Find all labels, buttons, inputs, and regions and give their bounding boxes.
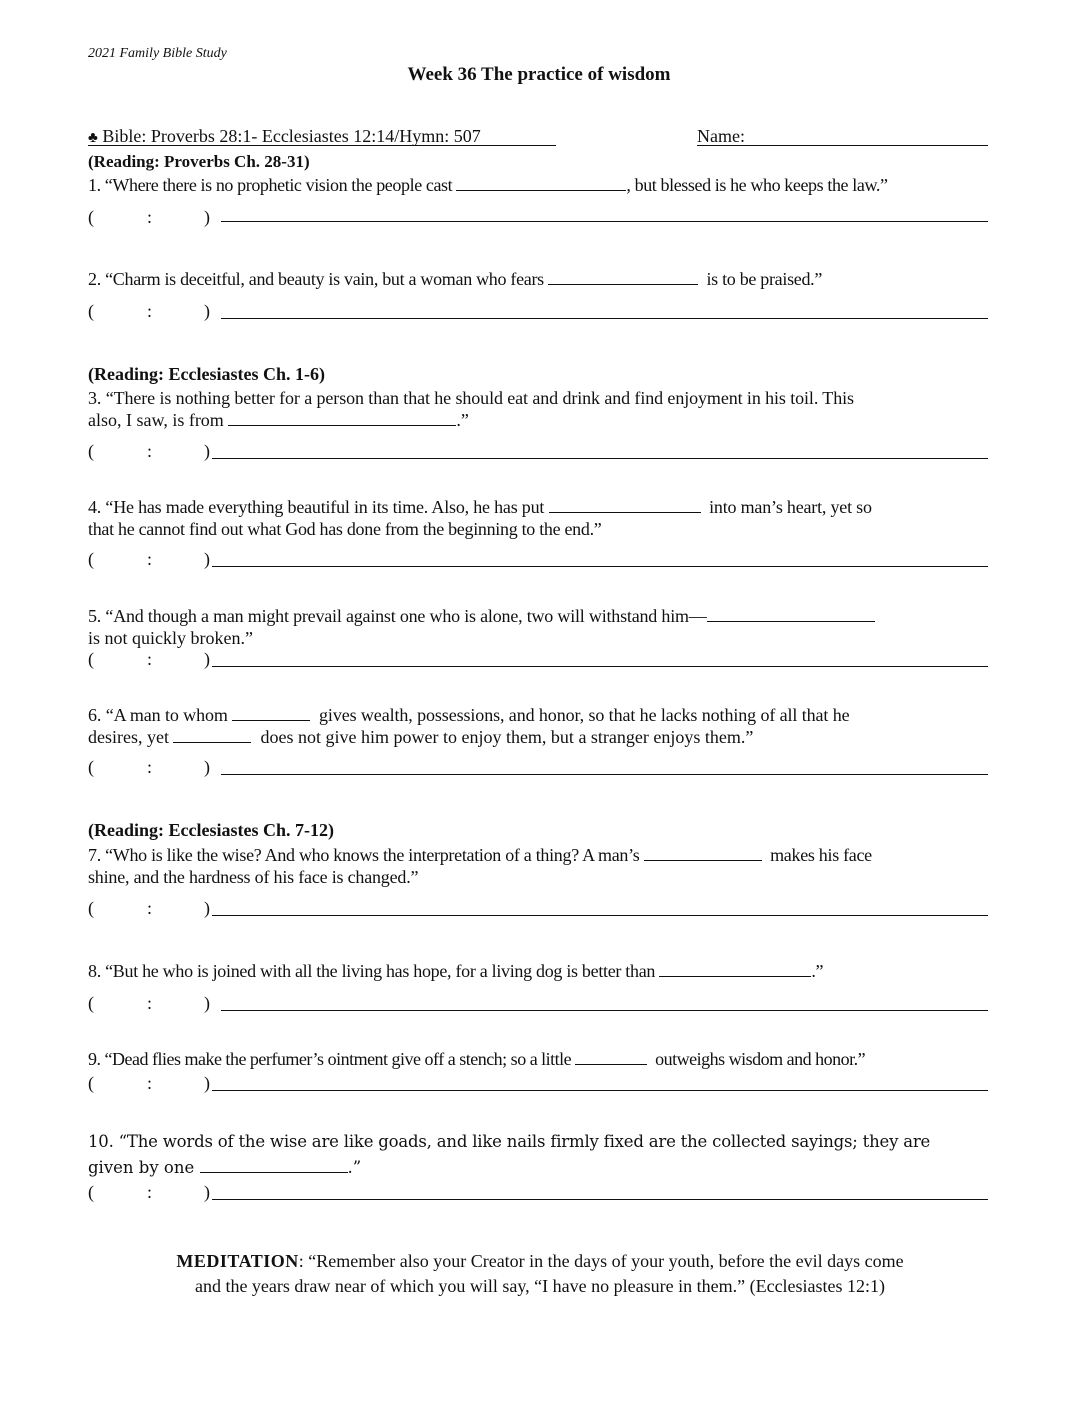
answer-line[interactable] <box>212 666 988 667</box>
page-title: Week 36 The practice of wisdom <box>407 64 671 85</box>
question-3-line2: also, I saw, is from .” <box>88 410 469 430</box>
name-field[interactable] <box>697 145 988 146</box>
reference-close: ) <box>204 649 210 669</box>
answer-blank[interactable] <box>173 727 251 743</box>
reference-colon: : <box>147 898 153 918</box>
reference-close: ) <box>204 1182 210 1202</box>
reference-open: ( <box>88 1073 94 1093</box>
answer-line[interactable] <box>221 318 988 319</box>
reference-close: ) <box>204 207 210 227</box>
question-10-line2: given by one .” <box>88 1158 362 1177</box>
question-6-line1: 6. “A man to whom gives wealth, possessions, and honor, so that he lacks nothing of all that he <box>88 705 850 725</box>
section-heading: (Reading: Ecclesiastes Ch. 7-12) <box>88 820 334 840</box>
reference-open: ( <box>88 207 94 227</box>
reference-colon: : <box>147 207 153 227</box>
answer-blank[interactable] <box>200 1157 348 1173</box>
bible-reference: Bible: Proverbs 28:1- Ecclesiastes 12:14/Hymn: 507 <box>102 126 481 146</box>
bible-underline <box>88 145 556 146</box>
reference-colon: : <box>147 757 153 777</box>
answer-line[interactable] <box>212 458 988 459</box>
reference-open: ( <box>88 757 94 777</box>
reference-close: ) <box>204 993 210 1013</box>
reference-close: ) <box>204 898 210 918</box>
reference-open: ( <box>88 301 94 321</box>
question-7-line2: shine, and the hardness of his face is changed.” <box>88 867 419 887</box>
question-10-line1: 10. “The words of the wise are like goads, and like nails firmly fixed are the collected sayings; they are <box>88 1132 931 1151</box>
reference-open: ( <box>88 441 94 461</box>
reference-open: ( <box>88 898 94 918</box>
answer-blank[interactable] <box>548 269 698 285</box>
reference-colon: : <box>147 993 153 1013</box>
question-4-line2: that he cannot find out what God has done from the beginning to the end.” <box>88 519 602 539</box>
question-5-line2: is not quickly broken.” <box>88 628 253 648</box>
header-note: 2021 Family Bible Study <box>88 46 227 61</box>
question-8: 8. “But he who is joined with all the living has hope, for a living dog is better than .” <box>88 961 824 981</box>
question-2: 2. “Charm is deceitful, and beauty is vain, but a woman who fears is to be praised.” <box>88 269 823 289</box>
answer-line[interactable] <box>221 774 988 775</box>
answer-blank[interactable] <box>575 1049 647 1065</box>
question-4-line1: 4. “He has made everything beautiful in its time. Also, he has put into man’s heart, yet so <box>88 497 872 517</box>
reference-colon: : <box>147 649 153 669</box>
question-1: 1. “Where there is no prophetic vision the people cast , but blessed is he who keeps the law.” <box>88 175 888 195</box>
reference-open: ( <box>88 549 94 569</box>
answer-blank[interactable] <box>228 410 456 426</box>
reference-colon: : <box>147 1073 153 1093</box>
section-heading: (Reading: Proverbs Ch. 28-31) <box>88 152 310 171</box>
answer-blank[interactable] <box>549 497 701 513</box>
reference-close: ) <box>204 549 210 569</box>
reference-open: ( <box>88 649 94 669</box>
question-7-line1: 7. “Who is like the wise? And who knows the interpretation of a thing? A man’s makes his face <box>88 845 872 865</box>
reference-colon: : <box>147 549 153 569</box>
reference-close: ) <box>204 301 210 321</box>
reference-colon: : <box>147 441 153 461</box>
meditation-label: MEDITATION <box>176 1251 299 1271</box>
answer-line[interactable] <box>221 221 988 222</box>
answer-line[interactable] <box>212 1199 988 1200</box>
meditation-line2: and the years draw near of which you will say, “I have no pleasure in them.” (Ecclesiastes 12:1) <box>194 1276 886 1296</box>
reference-close: ) <box>204 757 210 777</box>
reference-close: ) <box>204 441 210 461</box>
reference-colon: : <box>147 301 153 321</box>
answer-line[interactable] <box>212 1090 988 1091</box>
answer-line[interactable] <box>212 566 988 567</box>
answer-blank[interactable] <box>707 606 875 622</box>
meditation-line1: MEDITATION: “Remember also your Creator in the days of your youth, before the evil days come <box>176 1251 904 1271</box>
answer-blank[interactable] <box>644 845 762 861</box>
question-3-line1: 3. “There is nothing better for a person than that he should eat and drink and find enjoyment in his toil. This <box>88 388 854 408</box>
question-6-line2: desires, yet does not give him power to enjoy them, but a stranger enjoys them.” <box>88 727 754 747</box>
name-label: Name: <box>697 126 745 146</box>
answer-line[interactable] <box>221 1010 988 1011</box>
question-5-line1: 5. “And though a man might prevail against one who is alone, two will withstand him— <box>88 605 875 627</box>
reference-close: ) <box>204 1073 210 1093</box>
club-icon: ♣ <box>88 130 98 146</box>
answer-blank[interactable] <box>456 175 626 191</box>
question-9: 9. “Dead flies make the perfumer’s ointment give off a stench; so a little outweighs wisdom and honor.” <box>88 1049 866 1069</box>
answer-blank[interactable] <box>659 961 811 977</box>
reference-colon: : <box>147 1182 153 1202</box>
section-heading: (Reading: Ecclesiastes Ch. 1-6) <box>88 364 325 384</box>
answer-blank[interactable] <box>232 705 310 721</box>
answer-line[interactable] <box>212 915 988 916</box>
reference-open: ( <box>88 993 94 1013</box>
reference-open: ( <box>88 1182 94 1202</box>
